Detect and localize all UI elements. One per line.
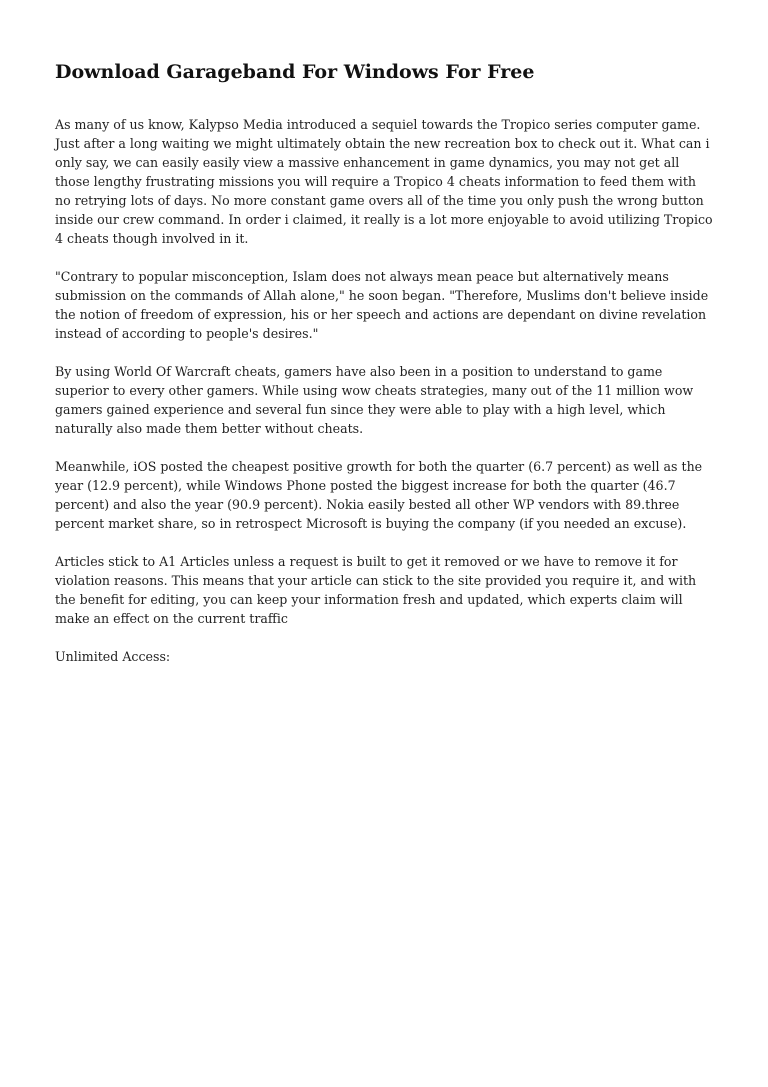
paragraph-islam-quote: "Contrary to popular misconception, Islam does not always mean peace but alternatively means submission on the commands of Allah alone," he soon began. "Therefore, Muslims don't believe inside the notion of freedom of expression, his or her speech and actions are dependant on divine revelation instead of according to people's desires." [55, 269, 709, 341]
paragraph-articles: Articles stick to A1 Articles unless a request is built to get it removed or we have to remove it for violation reasons. This means that your article can stick to the site provided you require it, and with the benefit for editing, you can keep your information fresh and updated, which experts claim will make an effect on the current traffic [55, 554, 697, 626]
paragraph-wow-cheats: By using World Of Warcraft cheats, gamers have also been in a position to understand to game superior to every other gamers. While using wow cheats strategies, many out of the 11 million wow gamers gained experience and several fun since they were able to play with a high level, which naturally also made them better without cheats. [55, 364, 694, 436]
paragraph-unlimited-access: Unlimited Access: [55, 649, 171, 664]
paragraph-tropico: As many of us know, Kalypso Media introduced a sequiel towards the Tropico series computer game. Just after a long waiting we might ultimately obtain the new recreation box to check out it. What can i only say, we can easily easily view a massive enhancement in game dynamics, you may not get all those lengthy frustrating missions you will require a Tropico 4 cheats information to feed them with no retrying lots of days. No more constant game overs all of the time you only push the wrong button inside our crew command. In order i claimed, it really is a lot more enjoyable to avoid utilizing Tropico 4 cheats though involved in it. [55, 117, 713, 246]
page-title: Download Garageband For Windows For Free [55, 61, 535, 83]
document-page [55, 58, 715, 685]
paragraph-ios-growth: Meanwhile, iOS posted the cheapest positive growth for both the quarter (6.7 percent) as well as the year (12.9 percent), while Windows Phone posted the biggest increase for both the quarter (46.7 percent) and also the year (90.9 percent). Nokia easily bested all other WP vendors with 89.three percent market share, so in retrospect Microsoft is buying the company (if you needed an excuse). [55, 459, 703, 531]
